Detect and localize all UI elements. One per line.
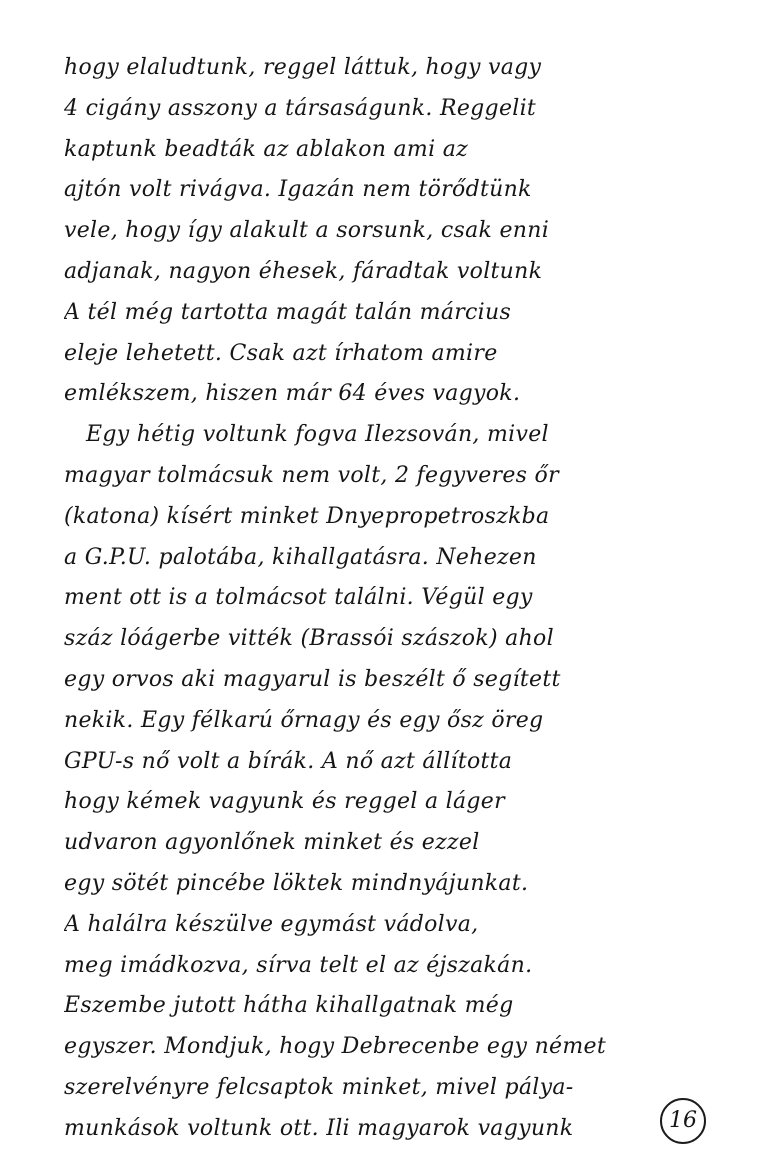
manuscript-line: szerelvényre felcsaptok minket, mivel pálya-: [64, 1074, 574, 1100]
manuscript-line: ment ott is a tolmácsot találni. Végül egy: [64, 585, 533, 611]
manuscript-line: adjanak, nagyon éhesek, fáradtak voltunk: [64, 258, 543, 284]
manuscript-line: A tél még tartotta magát talán március: [64, 299, 512, 325]
manuscript-line: ajtón volt rivágva. Igazán nem törődtünk: [64, 177, 532, 203]
circled-page-number: 16: [660, 1098, 706, 1144]
manuscript-line: hogy kémek vagyunk és reggel a láger: [64, 789, 505, 815]
manuscript-line: hogy elaludtunk, reggel láttuk, hogy vagy: [64, 55, 542, 80]
manuscript-line: egy sötét pincébe löktek mindnyájunkat.: [64, 870, 529, 896]
manuscript-line: vele, hogy így alakult a sorsunk, csak enni: [64, 218, 550, 244]
manuscript-line: Egy hétig voltunk fogva Ilezsován, mivel: [86, 422, 549, 448]
manuscript-line: udvaron agyonlőnek minket és ezzel: [64, 830, 480, 856]
manuscript-line: 4 cigány asszony a társaságunk. Reggelit: [64, 95, 537, 121]
manuscript-line: GPU-s nő volt a bírák. A nő azt állította: [64, 748, 513, 774]
manuscript-line: emlékszem, hiszen már 64 éves vagyok.: [64, 381, 521, 407]
manuscript-line: egyszer. Mondjuk, hogy Debrecenbe egy német: [64, 1034, 606, 1060]
manuscript-line: száz lóágerbe vitték (Brassói szászok) ahol: [64, 626, 554, 652]
manuscript-line: magyar tolmácsuk nem volt, 2 fegyveres őr: [64, 462, 559, 488]
manuscript-line: eleje lehetett. Csak azt írhatom amire: [64, 340, 498, 366]
manuscript-line: munkások voltunk ott. Ili magyarok vagyunk: [64, 1115, 574, 1141]
manuscript-line: Eszembe jutott hátha kihallgatnak még: [64, 993, 514, 1019]
manuscript-line: egy orvos aki magyarul is beszélt ő segített: [64, 666, 561, 692]
manuscript-line: A halálra készülve egymást vádolva,: [64, 911, 479, 937]
manuscript-line: kaptunk beadták az ablakon ami az: [64, 136, 469, 162]
handwritten-text-block: [64, 48, 764, 1150]
manuscript-line: nekik. Egy félkarú őrnagy és egy ősz öreg: [64, 707, 544, 733]
manuscript-line: meg imádkozva, sírva telt el az éjszakán.: [64, 952, 533, 978]
manuscript-line: a G.P.U. palotába, kihallgatásra. Nehezen: [64, 544, 537, 570]
manuscript-line: (katona) kísért minket Dnyepropetroszkba: [64, 503, 550, 529]
